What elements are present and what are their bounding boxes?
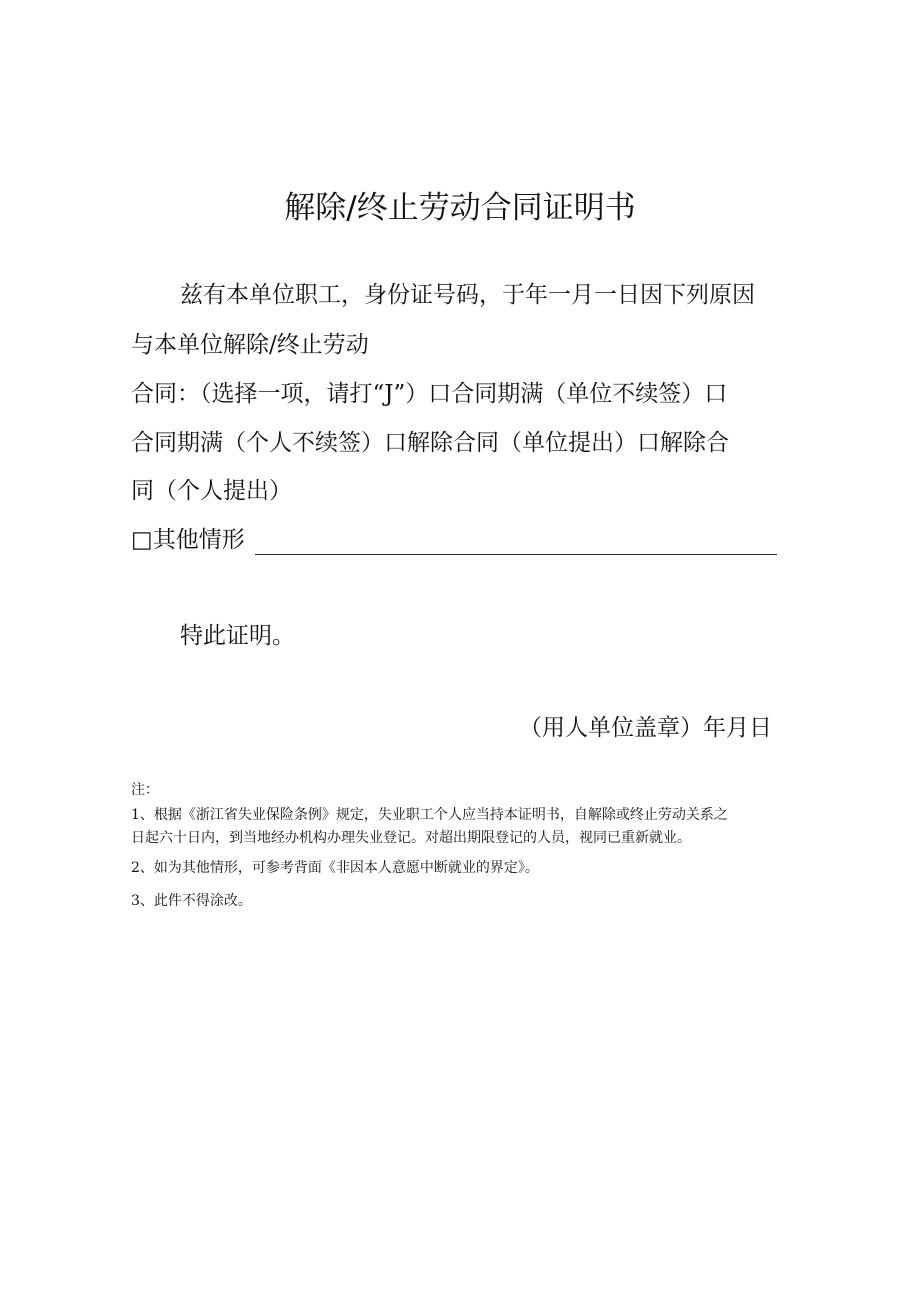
certify-text: 特此证明。 bbox=[180, 623, 295, 649]
stamp-date-line: （用人单位盖章）年月日 bbox=[519, 715, 772, 741]
other-situation-row bbox=[131, 525, 777, 555]
note-1-line-2: 日起六十日内，到当地经办机构办理失业登记。对超出期限登记的人员，视同已重新就业。 bbox=[131, 830, 691, 846]
note-1-line-1: 1、根据《浙江省失业保险条例》规定，失业职工个人应当持本证明书，自解除或终止劳动关系之 bbox=[131, 807, 728, 823]
note-2: 2、如为其他情形，可参考背面《非因本人意愿中断就业的界定》。 bbox=[131, 860, 539, 876]
body-line-3: 合同：（选择一项，请打“J”）口合同期满（单位不续签）口 bbox=[131, 381, 728, 407]
other-situation-label: □其他情形 bbox=[131, 527, 245, 553]
body-line-1: 兹有本单位职工，身份证号码，于年一月一日因下列原因 bbox=[180, 282, 755, 308]
document-title: 解除/终止劳动合同证明书 bbox=[284, 190, 636, 226]
body-line-5: 同（个人提出） bbox=[131, 478, 292, 504]
other-situation-blank bbox=[255, 532, 777, 555]
notes-heading: 注： bbox=[131, 782, 159, 798]
body-line-4: 合同期满（个人不续签）口解除合同（单位提出）口解除合 bbox=[131, 430, 729, 456]
note-3: 3、此件不得涂改。 bbox=[131, 893, 252, 909]
body-line-2: 与本单位解除/终止劳动 bbox=[131, 332, 369, 358]
